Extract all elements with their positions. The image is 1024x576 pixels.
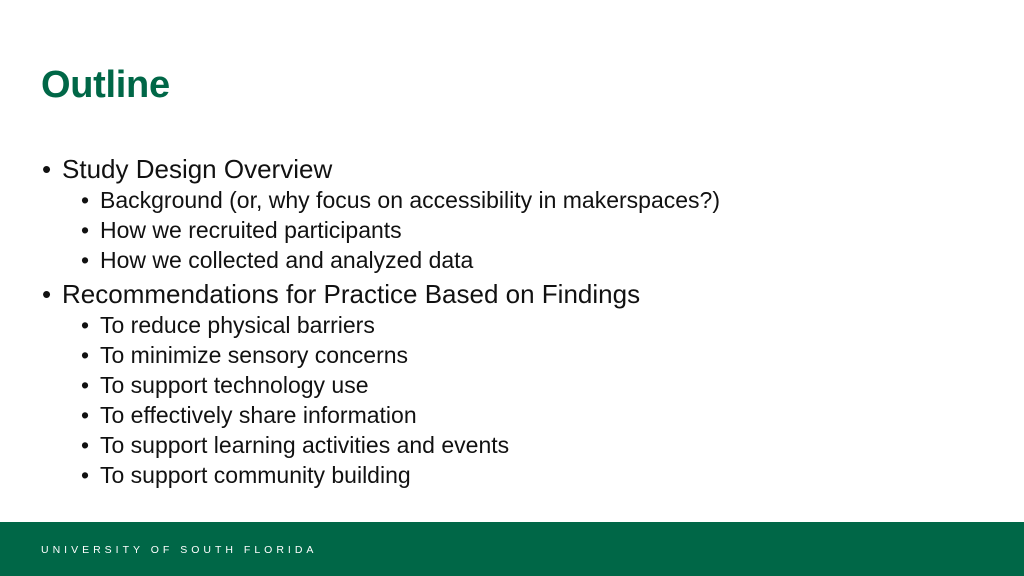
- bullet-icon: •: [81, 187, 90, 213]
- footer-bar: [0, 522, 1024, 576]
- list-item-label: To effectively share information: [100, 402, 417, 428]
- list-item-label: To minimize sensory concerns: [100, 342, 409, 368]
- bullet-icon: •: [81, 342, 90, 368]
- bullet-icon: •: [81, 372, 90, 398]
- list-item-label: To support learning activities and events: [100, 432, 510, 458]
- slide-title: Outline: [41, 64, 170, 106]
- list-item: [42, 310, 1002, 340]
- bullet-icon: •: [81, 432, 90, 458]
- list-item: [42, 245, 1002, 275]
- sublist-study-design: [42, 185, 1002, 275]
- bullet-icon: •: [81, 462, 90, 488]
- list-item-label: To support community building: [100, 462, 411, 488]
- bullet-icon: •: [81, 312, 90, 338]
- list-item-label: To reduce physical barriers: [100, 312, 375, 338]
- list-item-label: How we collected and analyzed data: [100, 247, 474, 273]
- list-item: [42, 215, 1002, 245]
- list-item-label: Background (or, why focus on accessibility in makerspaces?): [100, 187, 721, 213]
- bullet-icon: •: [81, 247, 90, 273]
- outline-list: [42, 153, 1002, 490]
- bullet-icon: •: [81, 217, 90, 243]
- list-item: [42, 185, 1002, 215]
- bullet-icon: •: [42, 154, 52, 184]
- list-item-label: To support technology use: [100, 372, 369, 398]
- list-item-label: How we recruited participants: [100, 217, 402, 243]
- list-item: [42, 430, 1002, 460]
- list-item: [42, 400, 1002, 430]
- section-label: Recommendations for Practice Based on Findings: [62, 279, 641, 309]
- footer-wordmark: UNIVERSITY OF SOUTH FLORIDA: [41, 544, 318, 556]
- sublist-recommendations: [42, 310, 1002, 490]
- section-study-design: [42, 153, 1002, 185]
- section-recommendations: [42, 278, 1002, 310]
- list-item: [42, 340, 1002, 370]
- list-item: [42, 460, 1002, 490]
- bullet-icon: •: [42, 279, 52, 309]
- list-item: [42, 370, 1002, 400]
- section-label: Study Design Overview: [62, 154, 333, 184]
- bullet-icon: •: [81, 402, 90, 428]
